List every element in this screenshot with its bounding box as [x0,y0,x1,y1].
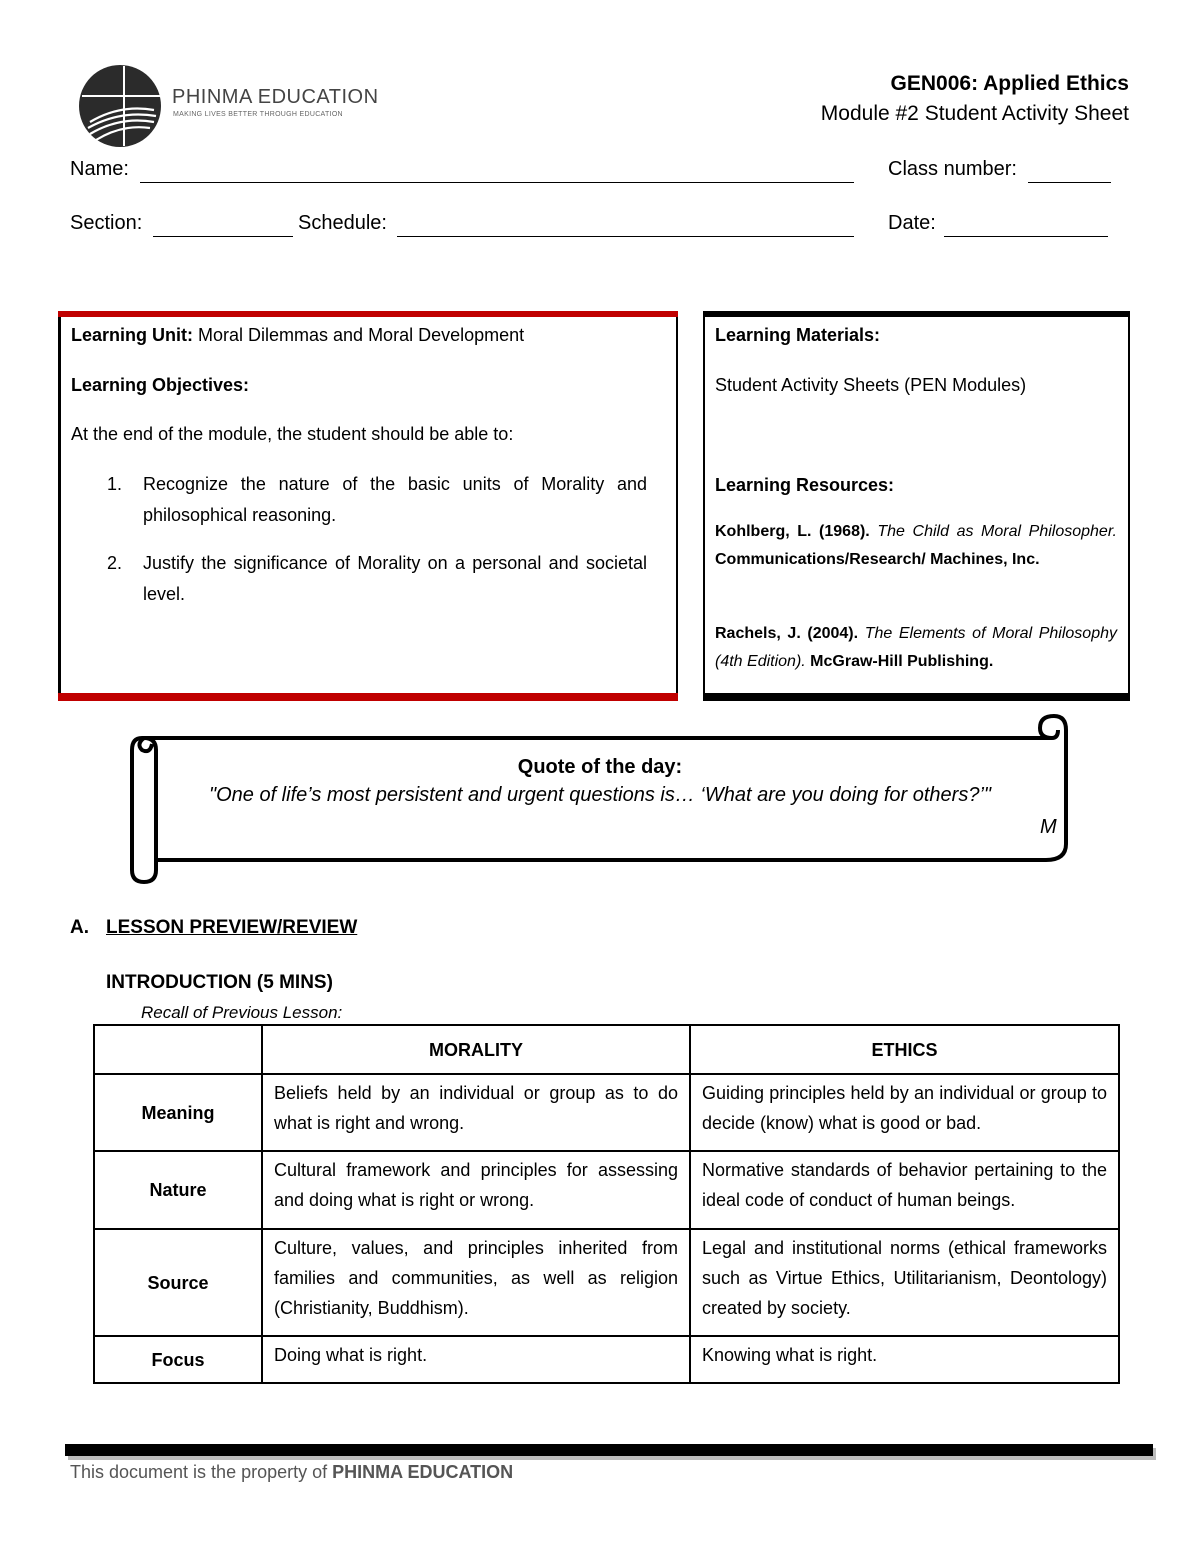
introduction-title: INTRODUCTION (5 MINS) [106,972,333,993]
schedule-field[interactable] [397,214,854,237]
objectives-intro: At the end of the module, the student should be able to: [71,424,514,444]
date-label: Date: [888,212,936,234]
class-number-label: Class number: [888,158,1017,180]
resource-title: The Elements of Moral Philosophy (4th Edition). [715,625,1118,670]
row-label: Meaning [94,1074,262,1151]
morality-cell: Beliefs held by an individual or group as to do what is right and wrong. [262,1074,690,1151]
ethics-cell: Normative standards of behavior pertaining to the ideal code of conduct of human beings. [690,1151,1119,1229]
quote-author: M [1040,816,1057,838]
resource-title: The Child as Moral Philosopher. [877,523,1118,540]
section-label: Section: [70,212,143,234]
table-header-blank [94,1025,262,1074]
row-label: Source [94,1229,262,1336]
footer-owner: PHINMA EDUCATION [332,1462,514,1482]
objective-number: 1. [107,474,123,494]
table-row [94,1336,1119,1383]
course-title: GEN006: Applied Ethics [890,72,1129,95]
learning-materials-panel [703,311,1130,701]
table-header-ethics: ETHICS [690,1025,1119,1074]
date-field[interactable] [944,214,1108,237]
resource-author: Rachels, J. (2004). [715,625,859,642]
schedule-label: Schedule: [298,212,387,234]
footer-bar [65,1444,1153,1456]
morality-cell: Cultural framework and principles for assessing and doing what is right or wrong. [262,1151,690,1229]
recall-label: Recall of Previous Lesson: [141,1003,343,1022]
morality-cell: Doing what is right. [262,1336,690,1383]
footer-text [70,1462,513,1483]
logo-tagline: MAKING LIVES BETTER THROUGH EDUCATION [173,111,343,118]
black-bottom-bar [703,693,1130,701]
resource-item [715,518,1117,574]
red-top-bar [58,311,678,317]
learning-unit-label: Learning Unit: [71,325,193,345]
section-field[interactable] [153,214,293,237]
objective-text: Justify the significance of Morality on a personal and societal level. [143,553,647,604]
learning-resources-label: Learning Resources: [715,475,895,495]
section-title: LESSON PREVIEW/REVIEW [106,917,358,938]
black-top-bar [703,311,1130,317]
objective-number: 2. [107,553,123,573]
row-label: Focus [94,1336,262,1383]
ethics-cell: Guiding principles held by an individual or group to decide (know) what is good or bad. [690,1074,1119,1151]
footer-property-text: This document is the property of [70,1462,328,1482]
table-row [94,1074,1119,1151]
objective-text: Recognize the nature of the basic units of Morality and philosophical reasoning. [143,474,647,525]
table-header-row [94,1025,1119,1074]
row-label: Nature [94,1151,262,1229]
red-bottom-bar [58,693,678,701]
resource-item [715,620,1117,676]
ethics-cell: Legal and institutional norms (ethical frameworks such as Virtue Ethics, Utilitarianism, Deontology) created by society. [690,1229,1119,1336]
table-row [94,1151,1119,1229]
learning-unit [71,320,524,350]
section-letter: A. [70,917,89,938]
learning-unit-panel [58,311,678,701]
learning-materials-label: Learning Materials: [715,325,881,345]
logo-name: PHINMA EDUCATION [172,86,379,108]
class-number-field[interactable] [1028,160,1111,183]
table-header-morality: MORALITY [262,1025,690,1074]
morality-ethics-table [93,1024,1120,1384]
resource-publisher: McGraw-Hill Publishing. [810,653,994,670]
learning-materials-value: Student Activity Sheets (PEN Modules) [715,375,1027,395]
resource-author: Kohlberg, L. (1968). [715,523,870,540]
resource-publisher: Communications/Research/ Machines, Inc. [715,551,1040,568]
learning-objectives-label: Learning Objectives: [71,375,250,395]
module-title: Module #2 Student Activity Sheet [820,102,1129,125]
name-field[interactable] [140,160,854,183]
ethics-cell: Knowing what is right. [690,1336,1119,1383]
quote-text: "One of life’s most persistent and urgent questions is… ‘What are you doing for others?’" [208,784,991,806]
quote-title: Quote of the day: [517,756,683,778]
learning-unit-value: Moral Dilemmas and Moral Development [198,325,525,345]
morality-cell: Culture, values, and principles inherited from families and communities, as well as religion (Christianity, Buddhism). [262,1229,690,1336]
name-label: Name: [70,158,129,180]
table-row [94,1229,1119,1336]
